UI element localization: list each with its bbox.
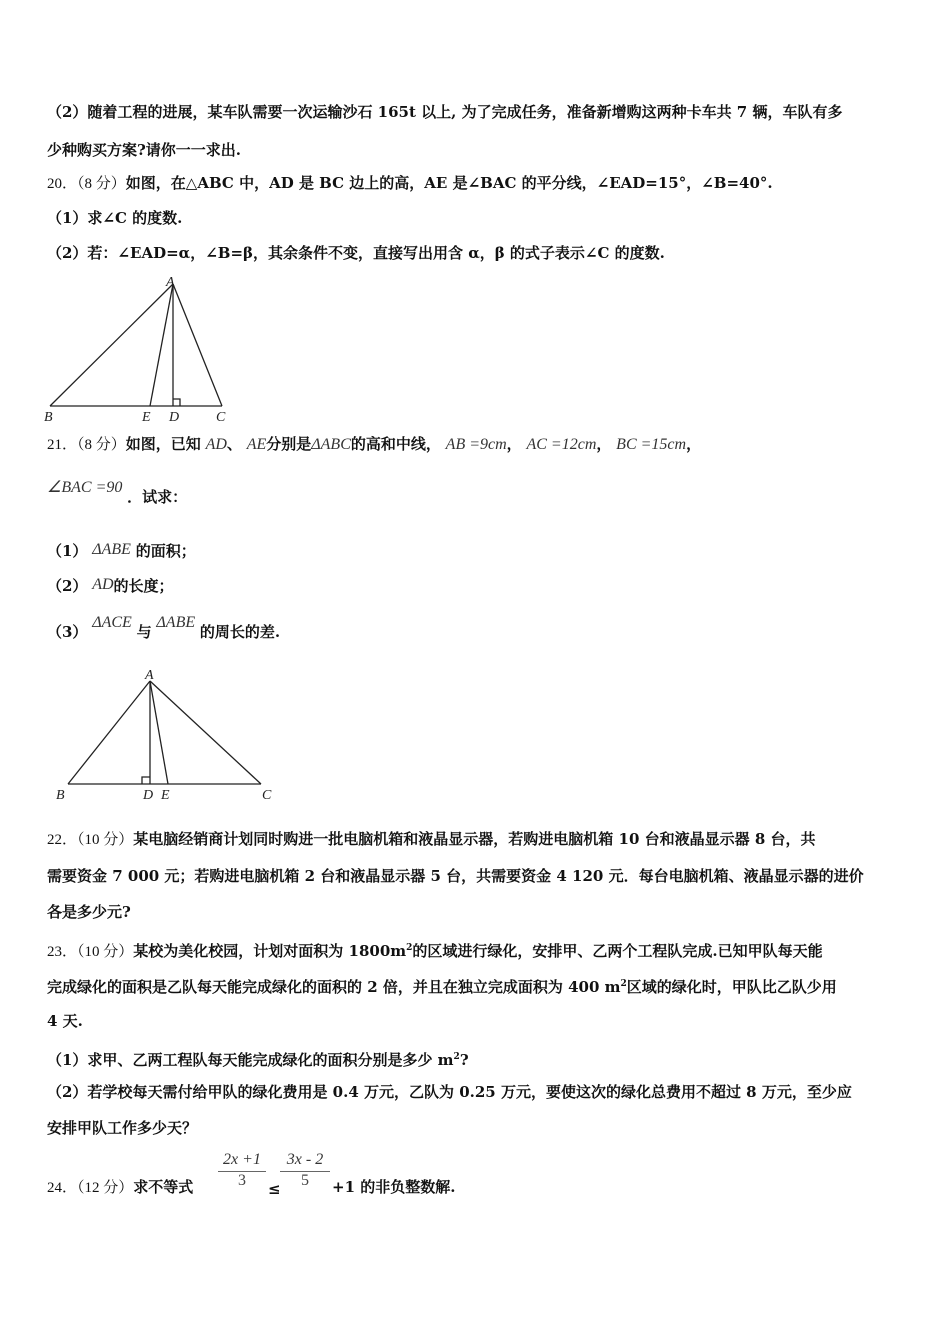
q21-ac-eq: AC =12cm (526, 436, 597, 453)
q23-number: 23． (47, 944, 78, 960)
q21-ask: ．试求： (127, 488, 188, 506)
q21-comma2: ， (596, 435, 612, 453)
q23-score: （10 分） (77, 944, 134, 960)
q22-line1-text: 某电脑经销商计划同时购进一批电脑机箱和液晶显示器，若购进电脑机箱 10 台和液晶显示器 8 台，共 (133, 830, 816, 848)
q21-ae: AE (246, 436, 267, 453)
q22-line2: 需要资金 7 000 元；若购进电脑机箱 2 台和液晶显示器 5 台，共需要资金 4 120 元．每台电脑机箱、液晶显示器的进价 (47, 867, 864, 885)
q21-text-a: 如图，已知 (125, 435, 201, 453)
q21-part2 (47, 575, 174, 598)
q21-angle-line (47, 479, 188, 509)
q20-label-c: C (216, 410, 226, 424)
q21-part2-num: （2） (47, 577, 88, 595)
q22-score: （10 分） (77, 832, 134, 848)
q24-fraction-1 (218, 1151, 266, 1190)
q21-text-b: 分别是 (266, 435, 312, 453)
q21-part3-with: 与 (136, 623, 152, 641)
q21-text-c: 的高和中线， (350, 435, 441, 453)
q23-part2-line2: 安排甲队工作多少天？ (47, 1119, 198, 1137)
q24-leq: ≤ (268, 1180, 281, 1198)
q24-frac2-denominator: 5 (301, 1172, 309, 1189)
q21-comma3: ， (686, 435, 702, 453)
q24-fraction-2 (280, 1151, 330, 1190)
q20-triangle-figure (40, 272, 240, 424)
q21-stem (47, 433, 701, 456)
q21-comma1: ， (506, 435, 522, 453)
q24-frac2-numerator: 3x - 2 (286, 1151, 324, 1168)
q21-label-b: B (56, 788, 65, 803)
q21-part2-expr: AD (92, 576, 114, 593)
q23-part2-line1: （2）若学校每天需付给甲队的绿化费用是 0.4 万元，乙队为 0.25 万元，要使这次的绿化总费用不超过 8 万元，至少应 (47, 1083, 852, 1101)
q21-label-a: A (145, 668, 154, 683)
q23-line3: 4 天. (47, 1012, 83, 1030)
q21-part2-text: 的长度； (113, 577, 174, 595)
q24-score: （12 分） (77, 1180, 134, 1196)
q20-label-d: D (169, 410, 180, 424)
q23-line1a: 某校为美化校园，计划对面积为 1800m (133, 942, 407, 960)
q23-part1 (47, 1046, 469, 1071)
q24-number: 24． (47, 1180, 78, 1196)
q20-score: （8 分） (77, 176, 126, 192)
q20-stem (47, 172, 773, 195)
q20-number: 20． (47, 176, 78, 192)
q20-label-a: A (166, 275, 175, 290)
q20-part2: （2）若：∠EAD=α，∠B=β，其余条件不变，直接写出用含 α，β 的式子表示∠C 的度数. (47, 244, 665, 262)
q21-part3 (47, 614, 281, 644)
q21-part3-text: 的周长的差. (199, 623, 281, 641)
q22-number: 22． (47, 832, 78, 848)
q23-line1b: 的区域进行绿化，安排甲、乙两个工程队完成.已知甲队每天能 (412, 942, 823, 960)
q22-line3: 各是多少元? (47, 903, 131, 921)
q21-part3-num: （3） (47, 623, 88, 641)
q24-text: 求不等式 (133, 1178, 194, 1196)
q23-part1a: （1）求甲、乙两工程队每天能完成绿化的面积分别是多少 m (47, 1051, 454, 1069)
q21-label-d: D (143, 788, 154, 803)
q23-line2b: 区域的绿化时，甲队比乙队少用 (626, 978, 837, 996)
q23-sup3: 2 (453, 1052, 460, 1062)
q24-frac1-denominator: 3 (238, 1172, 246, 1189)
q23-sup2: 2 (620, 979, 627, 989)
q21-tri-abc: ΔABC (311, 436, 351, 453)
q21-triangle-figure (48, 665, 278, 805)
q19-part2-line1: （2）随着工程的进展，某车队需要一次运输沙石 165t 以上, 为了完成任务，准备新增购这两种卡车共 7 辆，车队有多 (47, 103, 843, 121)
q21-part1 (47, 540, 196, 563)
q21-part3-expr2: ΔABE (156, 614, 196, 631)
q21-part1-num: （1） (47, 542, 88, 560)
q20-label-b: B (44, 410, 53, 424)
q21-angle: ∠BAC =90 (47, 479, 123, 496)
q23-line2a: 完成绿化的面积是乙队每天能完成绿化的面积的 2 倍，并且在独立完成面积为 400 m (47, 978, 621, 996)
q23-sup1: 2 (406, 943, 413, 953)
q21-score: （8 分） (77, 437, 126, 453)
q21-part1-text: 的面积； (135, 542, 196, 560)
q21-ad: AD (205, 436, 227, 453)
q21-label-e: E (161, 788, 170, 803)
q24-frac1-numerator: 2x +1 (223, 1151, 261, 1168)
q21-ab-eq: AB =9cm (445, 436, 507, 453)
q21-label-c: C (262, 788, 272, 803)
q20-label-e: E (142, 410, 151, 424)
q24-line (47, 1176, 193, 1199)
q21-part1-expr: ΔABE (92, 541, 131, 558)
q20-part1: （1）求∠C 的度数. (47, 209, 183, 227)
q24-tail: +1 的非负整数解. (332, 1178, 456, 1196)
q23-line1 (47, 937, 823, 963)
q23-part1b: ? (459, 1051, 469, 1069)
q21-part3-expr1: ΔACE (92, 614, 132, 631)
q22-line1 (47, 828, 816, 851)
q20-stem-text: 如图，在△ABC 中，AD 是 BC 边上的高，AE 是∠BAC 的平分线，∠EAD=15°，∠B=40°. (125, 174, 773, 192)
q21-bc-eq: BC =15cm (616, 436, 687, 453)
q21-sep1: 、 (226, 435, 242, 453)
q21-number: 21． (47, 437, 78, 453)
q19-part2-line2: 少种购买方案?请你一一求出. (47, 141, 242, 159)
q23-line2 (47, 973, 837, 998)
